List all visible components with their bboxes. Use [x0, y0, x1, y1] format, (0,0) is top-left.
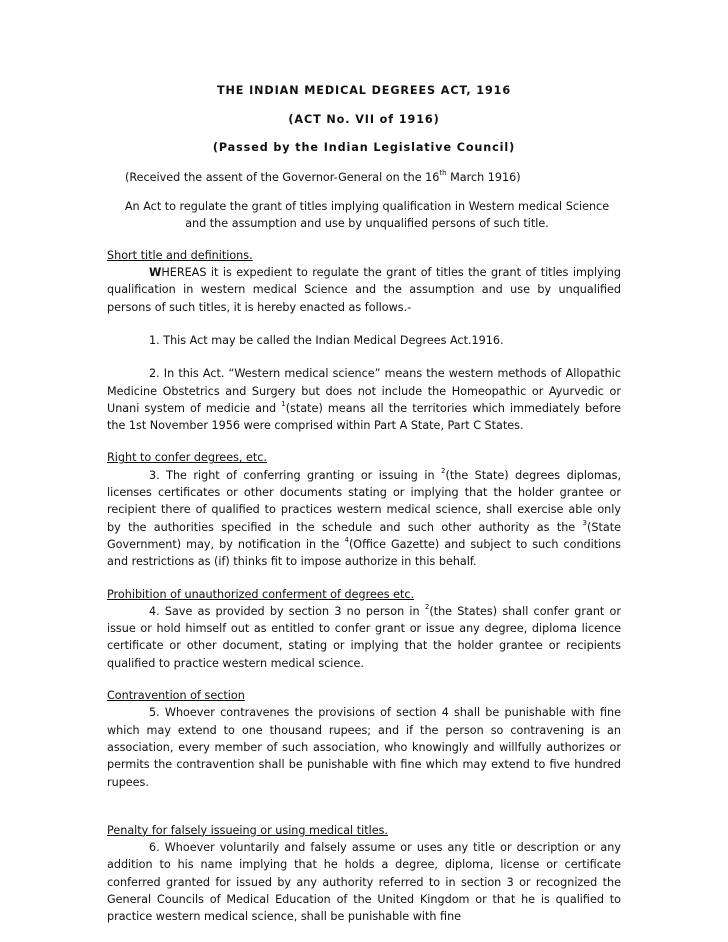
section-3	[107, 467, 621, 571]
section-6: 6. Whoever voluntarily and falsely assume or uses any title or description or any addition to his name implying that he holds a degree, diploma, license or certificate conferred granted for issued by any authority referred to in section 3 or recognized the General Councils of Medical Education of the United Kingdom or that he is qualified to practice western medical science, shall be punishable with fine	[107, 841, 621, 924]
section-4	[107, 603, 621, 672]
long-title: An Act to regulate the grant of titles implying qualification in Western medical Science and the assumption and use by unqualified persons of such title.	[124, 200, 610, 231]
section-4-text-b: (the States) shall confer grant or issue or hold himself out as entitled to confer grant or issue any degree, diploma licence certificate or other document, stating or implying that the holder grantee or recipients qualified to practice western medical science.	[107, 604, 621, 670]
preamble	[107, 264, 621, 316]
section-2	[107, 365, 621, 434]
section-heading-contravention: Contravention of section	[107, 689, 245, 703]
section-5: 5. Whoever contravenes the provisions of section 4 shall be punishable with fine which may extend to one thousand rupees; and if the person so contravening is an association, every member of such association, who knowingly and willfully authorizes or permits the contravention shall be punishable with fine which may extend to five hundred rupees.	[107, 706, 621, 789]
section-heading-right-to-confer: Right to confer degrees, etc.	[107, 451, 267, 465]
preamble-initial: W	[149, 266, 162, 280]
assent-text-b: March 1916)	[446, 170, 521, 184]
assent-text-a: (Received the assent of the Governor-General on the 16	[125, 170, 440, 184]
footnote-ref-4: 4	[344, 535, 349, 544]
section-heading-penalty: Penalty for falsely issueing or using medical titles.	[107, 823, 388, 837]
act-number: (ACT No. VII of 1916)	[288, 113, 440, 127]
section-3-text-c: (State Government) may, by notification in the	[107, 520, 621, 551]
footnote-ref-1: 1	[281, 399, 286, 408]
act-title: THE INDIAN MEDICAL DEGREES ACT, 1916	[216, 84, 512, 97]
preamble-text: HEREAS it is expedient to regulate the grant of titles the grant of titles implying qualification in western medical Science and the assumption and use by unqualified persons of such titles, it is hereby enacted as follows.-	[107, 266, 621, 314]
section-3-text-a: 3. The right of conferring granting or issuing in	[149, 468, 442, 482]
document-page	[107, 82, 621, 926]
footnote-ref-2: 2	[441, 466, 446, 475]
section-3-text-d: (Office Gazette) and subject to such conditions and restrictions as (if) thinks fit to impose authorize in this behalf.	[107, 537, 621, 569]
passed-by: (Passed by the Indian Legislative Council)	[212, 140, 516, 154]
section-heading-prohibition: Prohibition of unauthorized conferment of degrees etc.	[107, 587, 415, 601]
section-1: 1. This Act may be called the Indian Medical Degrees Act.1916.	[149, 333, 504, 347]
section-2-text-a: 2. In this Act. “Western medical science” means the western methods of Allopathic Medicine Obstetrics and Surgery but does not include the Homeopathic or Ayurvedic or Unani system of medicie and	[107, 367, 621, 415]
section-3-text-b: (the State) degrees diplomas, licenses certificates or other documents stating or implying that the holder grantee or recipient there of qualified to practices western medical science, shall exercise able only by the authorities specified in the schedule and such other authority as the	[107, 468, 621, 534]
assent-line	[107, 169, 621, 186]
section-2-text-b: (state) means all the territories which immediately before the 1st November 1956 were comprised within Part A State, Part C States.	[107, 401, 621, 433]
section-heading-short-title: Short title and definitions.	[107, 248, 253, 262]
assent-superscript: th	[439, 168, 447, 177]
footnote-ref-3: 3	[582, 518, 588, 527]
section-4-text-a: 4. Save as provided by section 3 no person in	[149, 604, 425, 618]
footnote-ref-2b: 2	[424, 602, 430, 611]
